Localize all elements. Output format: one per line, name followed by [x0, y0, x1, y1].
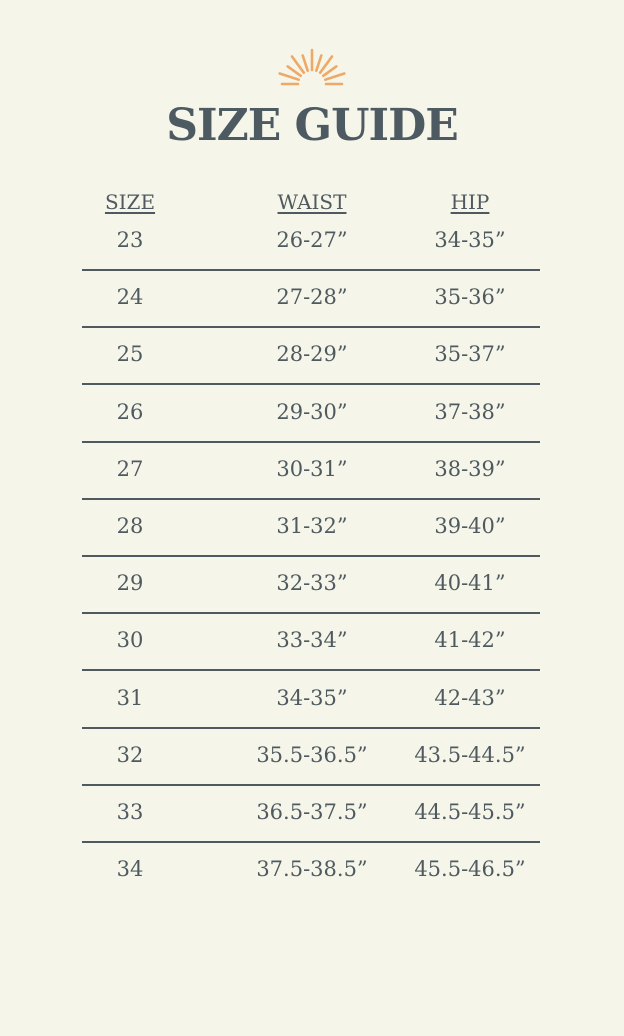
size-cell: 31: [116, 685, 144, 710]
table-row: [0, 454, 624, 484]
waist-cell: 35.5-36.5”: [256, 742, 368, 767]
table-row: [0, 854, 624, 884]
waist-cell: 28-29”: [276, 342, 348, 367]
table-row: [0, 282, 624, 312]
header-size: SIZE: [104, 190, 156, 214]
row-divider: [82, 612, 540, 614]
table-row: [0, 397, 624, 427]
size-cell: 27: [116, 456, 144, 481]
waist-cell: 34-35”: [276, 685, 348, 710]
sun-ray: [303, 56, 308, 71]
size-cell: 32: [116, 742, 144, 767]
size-cell: 24: [116, 285, 144, 310]
table-row: [0, 511, 624, 541]
row-divider: [82, 383, 540, 385]
row-divider: [82, 727, 540, 729]
waist-cell: 32-33”: [276, 571, 348, 596]
table-row: [0, 225, 624, 255]
sun-ray: [280, 74, 299, 80]
size-cell: 25: [116, 342, 144, 367]
hip-cell: 35-37”: [434, 342, 506, 367]
waist-cell: 26-27”: [276, 228, 348, 252]
hip-cell: 39-40”: [434, 514, 506, 538]
sun-rays-icon: [270, 38, 354, 86]
hip-cell: 34-35”: [434, 228, 506, 252]
table-row: [0, 740, 624, 770]
hip-cell: 35-36”: [434, 285, 506, 310]
table-row: [0, 339, 624, 369]
page-title: SIZE GUIDE: [166, 100, 458, 151]
size-cell: 28: [116, 514, 144, 538]
waist-cell: 36.5-37.5”: [256, 800, 368, 824]
row-divider: [82, 326, 540, 328]
waist-cell: 33-34”: [276, 628, 348, 653]
size-cell: 29: [116, 571, 144, 596]
row-divider: [82, 784, 540, 786]
sun-ray: [325, 74, 344, 80]
table-row: [0, 625, 624, 655]
row-divider: [82, 841, 540, 843]
waist-cell: 37.5-38.5”: [256, 857, 368, 882]
header-hip: HIP: [450, 190, 490, 214]
waist-cell: 29-30”: [276, 399, 348, 424]
row-divider: [82, 269, 540, 271]
hip-cell: 42-43”: [434, 685, 506, 710]
table-header: [0, 187, 624, 217]
hip-cell: 44.5-45.5”: [414, 800, 526, 824]
waist-cell: 27-28”: [276, 285, 348, 310]
row-divider: [82, 498, 540, 500]
table-row: [0, 683, 624, 713]
size-cell: 23: [116, 228, 144, 252]
table-row: [0, 797, 624, 827]
hip-cell: 41-42”: [434, 628, 506, 653]
hip-cell: 40-41”: [434, 571, 506, 596]
row-divider: [82, 441, 540, 443]
header-waist: WAIST: [277, 190, 347, 214]
hip-cell: 37-38”: [434, 399, 506, 424]
size-cell: 30: [116, 628, 144, 653]
sun-ray: [316, 56, 321, 71]
waist-cell: 31-32”: [276, 514, 348, 538]
size-cell: 34: [116, 857, 144, 882]
hip-cell: 45.5-46.5”: [414, 857, 526, 882]
table-row: [0, 568, 624, 598]
row-divider: [82, 669, 540, 671]
size-cell: 26: [116, 399, 144, 424]
size-cell: 33: [116, 800, 144, 824]
waist-cell: 30-31”: [276, 456, 348, 481]
hip-cell: 43.5-44.5”: [414, 742, 526, 767]
row-divider: [82, 555, 540, 557]
hip-cell: 38-39”: [434, 456, 506, 481]
